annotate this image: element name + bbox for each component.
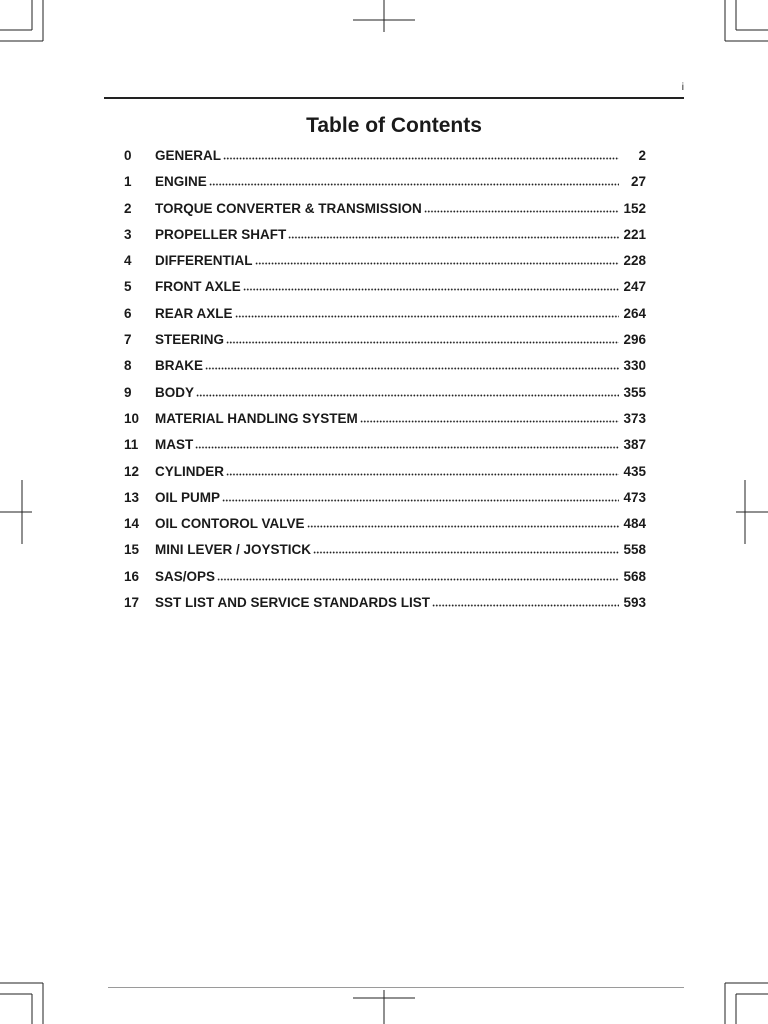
- toc-entry-number: 0: [124, 148, 132, 163]
- dot-leader: [222, 488, 619, 502]
- dot-leader: [226, 330, 619, 344]
- toc-entry-label: TORQUE CONVERTER & TRANSMISSION: [155, 200, 422, 216]
- toc-entry-page: 221: [623, 226, 646, 242]
- toc-entry[interactable]: [124, 593, 646, 619]
- table-of-contents: [124, 146, 646, 619]
- toc-entry-number: 10: [124, 410, 140, 426]
- dot-leader: [223, 146, 619, 160]
- page-title: Table of Contents: [306, 114, 482, 137]
- dot-leader: [209, 172, 619, 186]
- toc-entry-number: 3: [124, 226, 132, 242]
- toc-entry-number: 12: [124, 463, 140, 479]
- toc-entry-page: 152: [623, 200, 646, 216]
- toc-entry-number: 1: [124, 174, 132, 190]
- toc-entry[interactable]: [124, 567, 646, 593]
- toc-entry-number: 9: [124, 384, 132, 400]
- toc-entry-label: DIFFERENTIAL: [155, 253, 253, 269]
- toc-entry-page: 228: [623, 253, 646, 269]
- toc-entry-number: 13: [124, 489, 140, 505]
- dot-leader: [255, 251, 620, 265]
- dot-leader: [360, 409, 619, 423]
- toc-entry[interactable]: [124, 356, 646, 382]
- toc-entry-page: 484: [623, 516, 646, 532]
- toc-entry[interactable]: [124, 172, 646, 198]
- toc-entry[interactable]: [124, 462, 646, 488]
- page-number: i: [681, 82, 684, 93]
- toc-entry-number: 6: [124, 305, 132, 321]
- toc-entry-page: 330: [623, 358, 646, 374]
- toc-entry-label: MAST: [155, 437, 194, 453]
- dot-leader: [424, 199, 619, 213]
- toc-entry-number: 4: [124, 253, 132, 269]
- toc-entry-label: MATERIAL HANDLING SYSTEM: [155, 410, 358, 426]
- toc-entry-label: CYLINDER: [155, 463, 225, 479]
- toc-entry[interactable]: [124, 540, 646, 566]
- toc-entry-label: OIL PUMP: [155, 489, 221, 505]
- toc-entry-page: 387: [623, 437, 646, 453]
- toc-entry-label: BRAKE: [155, 358, 204, 374]
- toc-entry-label: REAR AXLE: [155, 305, 233, 321]
- toc-entry-page: 27: [630, 174, 646, 190]
- toc-entry[interactable]: [124, 488, 646, 514]
- toc-entry-number: 5: [124, 279, 132, 295]
- toc-entry-number: 2: [124, 200, 132, 216]
- toc-entry-page: 264: [623, 305, 646, 321]
- toc-entry-page: 247: [623, 279, 646, 295]
- toc-entry-page: 435: [623, 463, 646, 479]
- toc-entry-page: 355: [623, 384, 646, 400]
- toc-entry[interactable]: [124, 409, 646, 435]
- footer-rule: [108, 987, 684, 988]
- dot-leader: [307, 514, 619, 528]
- toc-entry-label: SAS/OPS: [155, 568, 216, 584]
- toc-entry-number: 8: [124, 358, 132, 374]
- toc-entry[interactable]: [124, 225, 646, 251]
- toc-entry-number: 17: [124, 595, 140, 611]
- toc-entry-page: 2: [638, 148, 646, 163]
- toc-entry[interactable]: [124, 199, 646, 225]
- dot-leader: [226, 462, 619, 476]
- toc-entry-label: ENGINE: [155, 174, 207, 190]
- toc-entry[interactable]: [124, 435, 646, 461]
- dot-leader: [313, 540, 619, 554]
- toc-entry[interactable]: [124, 304, 646, 330]
- dot-leader: [205, 356, 619, 370]
- toc-entry-page: 558: [623, 542, 646, 558]
- toc-entry-page: 593: [623, 595, 646, 611]
- toc-entry-page: 373: [623, 410, 646, 426]
- dot-leader: [235, 304, 619, 318]
- toc-entry-page: 568: [623, 568, 646, 584]
- toc-entry-label: FRONT AXLE: [155, 279, 241, 295]
- dot-leader: [195, 435, 619, 449]
- toc-entry-label: STEERING: [155, 332, 225, 348]
- toc-entry-label: SST LIST AND SERVICE STANDARDS LIST: [155, 595, 431, 611]
- toc-entry-number: 7: [124, 332, 132, 348]
- dot-leader: [432, 593, 619, 607]
- toc-entry-label: BODY: [155, 384, 195, 400]
- toc-entry-label: GENERAL: [155, 148, 222, 163]
- toc-entry[interactable]: [124, 146, 646, 172]
- toc-entry-label: OIL CONTOROL VALVE: [155, 516, 305, 532]
- toc-entry[interactable]: [124, 251, 646, 277]
- toc-entry[interactable]: [124, 383, 646, 409]
- dot-leader: [196, 383, 619, 397]
- dot-leader: [243, 277, 619, 291]
- toc-entry-number: 11: [124, 437, 139, 453]
- toc-entry[interactable]: [124, 277, 646, 303]
- toc-entry-label: PROPELLER SHAFT: [155, 226, 287, 242]
- toc-entry-number: 14: [124, 516, 140, 532]
- dot-leader: [288, 225, 619, 239]
- toc-entry[interactable]: [124, 514, 646, 540]
- toc-entry-number: 15: [124, 542, 140, 558]
- toc-entry[interactable]: [124, 330, 646, 356]
- dot-leader: [217, 567, 619, 581]
- toc-entry-label: MINI LEVER / JOYSTICK: [155, 542, 312, 558]
- toc-entry-number: 16: [124, 568, 140, 584]
- toc-entry-page: 473: [623, 489, 646, 505]
- header-rule: [104, 97, 684, 99]
- toc-entry-page: 296: [623, 332, 646, 348]
